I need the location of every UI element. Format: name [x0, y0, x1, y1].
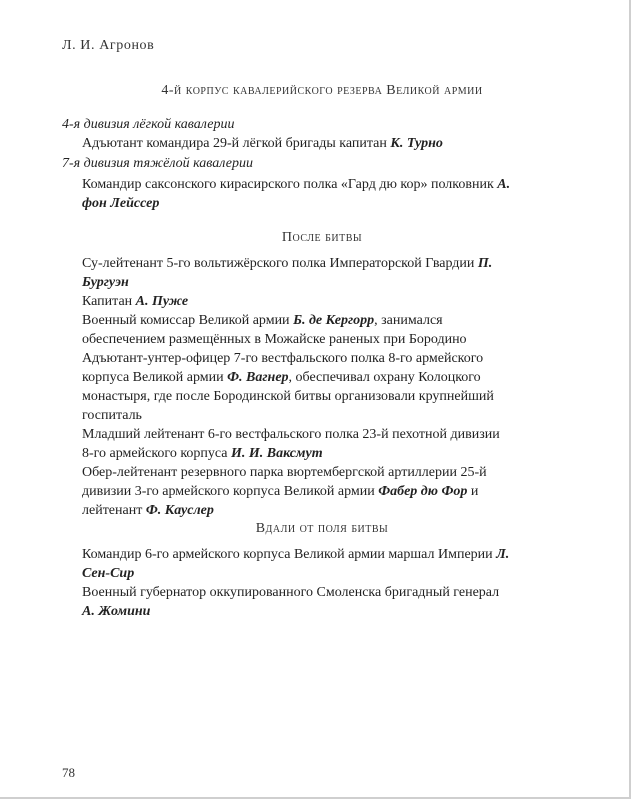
person-name: К. Турно: [390, 136, 443, 151]
entry-zhomini: Военный губернатор оккупированного Смоленска бригадный генерал А. Жомини: [82, 585, 500, 619]
entry-vagner: Адъютант-унтер-офицер 7-го вестфальского полка 8-го армейского корпуса Великой армии Ф. Вагнер, обеспечивал охрану Колоцкого монастыря, где после Бородинской битвы организовали крупнейший госпиталь: [82, 351, 494, 423]
entry-burguen: Су-лейтенант 5-го вольтижёрского полка Императорской Гвардии П. Бургуэн: [82, 256, 493, 290]
section-title-far-from-field: Вдали от поля битвы: [255, 521, 389, 536]
person-name: Ф. Кауслер: [145, 503, 214, 518]
entry-sen-sir: Командир 6-го армейского корпуса Великой армии маршал Империи Л. Сен-Сир: [82, 547, 510, 581]
person-name: И. И. Ваксмут: [231, 446, 323, 461]
running-header: Л. И. Агронов: [62, 38, 155, 53]
entry-block-div7: [82, 175, 512, 213]
person-name: А. Пуже: [135, 294, 189, 309]
entry-block-div4: [82, 134, 512, 153]
page-number: 78: [62, 765, 75, 780]
entry-leisser: Командир саксонского кирасирского полка «Гард дю кор» полковник А. фон Лейссер: [82, 177, 511, 211]
person-name: А. фон Лейссер: [82, 177, 511, 211]
section-title-corps4: 4-й корпус кавалерийского резерва Великой армии: [161, 83, 483, 98]
entry-puzhe: Капитан А. Пуже: [82, 294, 189, 309]
entry-faber-du-faur: Обер-лейтенант резервного парка вюртембергской артиллерии 25-й дивизии 3-го армейского корпуса Великой армии Фабер дю Фор и лейтенант Ф. Кауслер: [82, 465, 487, 518]
person-name: П. Бургуэн: [82, 256, 493, 290]
person-name: Фабер дю Фор: [378, 484, 468, 499]
subheading-div4: 4-я дивизия лёгкой кавалерии: [62, 117, 235, 132]
entry-turno: Адъютант командира 29-й лёгкой бригады капитан К. Турно: [82, 136, 443, 151]
person-name: А. Жомини: [82, 604, 151, 619]
person-name: Ф. Вагнер: [227, 370, 289, 385]
entry-block-after-battle: [82, 254, 512, 520]
section-title-after-battle: После битвы: [281, 230, 363, 245]
entry-block-far-from-field: [82, 545, 512, 621]
entry-kergorr: Военный комиссар Великой армии Б. де Кергорр, занимался обеспечением размещённых в Можайске раненых при Бородино: [82, 313, 467, 347]
subheading-div7: 7-я дивизия тяжёлой кавалерии: [62, 156, 253, 171]
person-name: Л. Сен-Сир: [82, 547, 510, 581]
entry-vaksmut: Младший лейтенант 6-го вестфальского полка 23-й пехотной дивизии 8-го армейского корпуса И. И. Ваксмут: [82, 427, 500, 461]
person-name: Б. де Кергорр: [293, 313, 375, 328]
